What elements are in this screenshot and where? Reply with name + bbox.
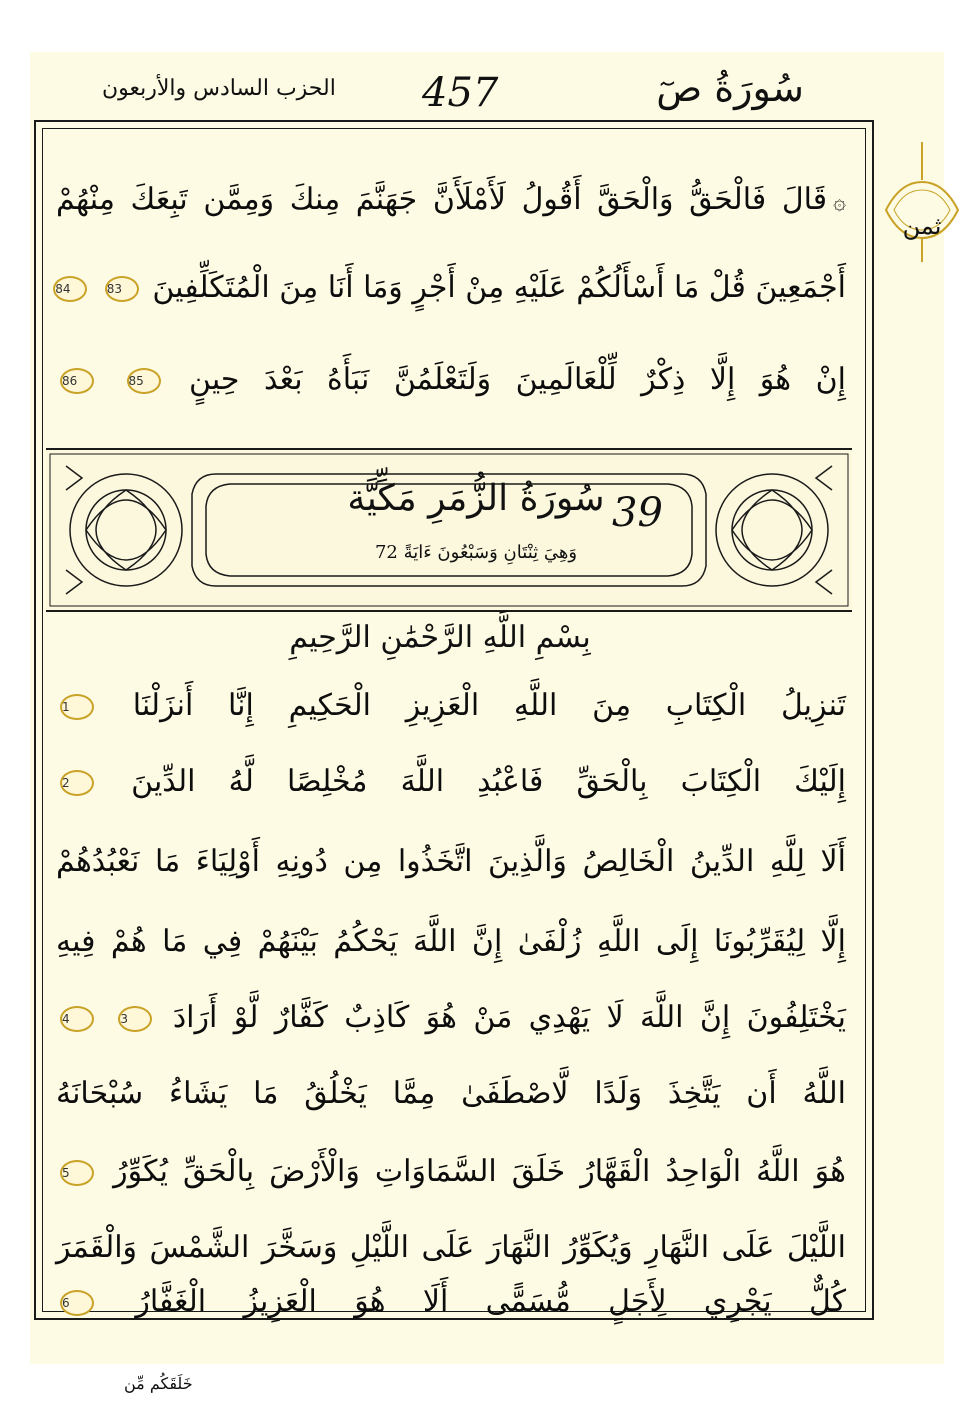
ayah-number-marker: 1 <box>60 694 94 720</box>
surah-subtitle: وَهِيَ ثِنْتَانِ وَسَبْعُونَ ءَايَةً 72 <box>374 542 578 563</box>
ayah-number-marker: 4 <box>60 1006 94 1032</box>
text-line-body-7: هُوَ اللَّهُ الْوَاحِدُ الْقَهَّارُ خَلَقَ السَّمَاوَاتِ وَالْأَرْضَ بِالْحَقِّ يُكَوِّرُ 5 <box>62 1154 846 1189</box>
text-line-top-2: أَجْمَعِينَ قُلْ مَا أَسْأَلُكُمْ عَلَيْهِ مِنْ أَجْرٍ وَمَا أَنَا مِنَ الْمُتَكَلِّفِينَ 83 84 <box>55 270 846 305</box>
ayah-number-marker: 3 <box>118 1006 152 1032</box>
ayah-number-marker: 85 <box>127 368 161 394</box>
ayah-number-marker: 86 <box>60 368 94 394</box>
banner-ornament-icon <box>46 450 852 610</box>
text-line-top-3: إِنْ هُوَ إِلَّا ذِكْرٌ لِّلْعَالَمِينَ وَلَتَعْلَمُنَّ نَبَأَهُ بَعْدَ حِينٍ 85 86 <box>62 362 846 397</box>
ayah-number-marker: 2 <box>60 770 94 796</box>
text-line-body-3: أَلَا لِلَّهِ الدِّينُ الْخَالِصُ وَالَّذِينَ اتَّخَذُوا مِن دُونِهِ أَوْلِيَاءَ مَا نَعْبُدُهُمْ <box>56 844 846 879</box>
surah-number: 39 <box>612 490 663 536</box>
text-line-body-4: إِلَّا لِيُقَرِّبُونَا إِلَى اللَّهِ زُلْفَىٰ إِنَّ اللَّهَ يَحْكُمُ بَيْنَهُمْ فِي مَا هُمْ فِيهِ <box>56 924 846 959</box>
text-line-top-1: ۞قَالَ فَالْحَقُّ وَالْحَقَّ أَقُولُ لَأَمْلَأَنَّ جَهَنَّمَ مِنكَ وَمِمَّن تَبِعَكَ مِنْهُمْ <box>56 182 846 217</box>
basmala: بِسْمِ اللَّهِ الرَّحْمَٰنِ الرَّحِيمِ <box>289 620 591 655</box>
text-line-body-6: اللَّهُ أَن يَتَّخِذَ وَلَدًا لَّاصْطَفَىٰ مِمَّا يَخْلُقُ مَا يَشَاءُ سُبْحَانَهُ <box>56 1076 846 1111</box>
catchword: خَلَقَكُم مِّن <box>124 1374 193 1393</box>
thumn-marker <box>880 192 964 272</box>
hizb-label: الحزب السادس والأربعون <box>102 76 336 101</box>
ayah-number-marker: 6 <box>60 1290 94 1316</box>
page-number: 457 <box>422 70 499 116</box>
ayah-number-marker: 83 <box>105 276 139 302</box>
text-line-body-1: تَنزِيلُ الْكِتَابِ مِنَ اللَّهِ الْعَزِيزِ الْحَكِيمِ إِنَّا أَنزَلْنَا 1 <box>62 688 846 723</box>
text-line-body-5: يَخْتَلِفُونَ إِنَّ اللَّهَ لَا يَهْدِي مَنْ هُوَ كَاذِبٌ كَفَّارٌ لَّوْ أَرَادَ 3 4 <box>62 1000 846 1035</box>
ayah-number-marker: 84 <box>53 276 87 302</box>
thumn-label: ثمن <box>902 212 942 240</box>
surah-name-header: سُورَةُ صٓ <box>656 66 804 110</box>
text-line-body-8: اللَّيْلَ عَلَى النَّهَارِ وَيُكَوِّرُ النَّهَارَ عَلَى اللَّيْلِ وَسَخَّرَ الشَّمْسَ وَالْقَمَرَ <box>56 1230 846 1265</box>
surah-title: سُورَةُ الزُّمَرِ مَكِّيَّة <box>347 478 605 519</box>
ornament-icon <box>880 142 964 262</box>
text-line-body-9: كُلٌّ يَجْرِي لِأَجَلٍ مُّسَمًّى أَلَا هُوَ الْعَزِيزُ الْغَفَّارُ 6 <box>62 1284 846 1319</box>
text-frame <box>34 120 874 1320</box>
ayah-number-marker: 5 <box>60 1160 94 1186</box>
text-line-body-2: إِلَيْكَ الْكِتَابَ بِالْحَقِّ فَاعْبُدِ اللَّهَ مُخْلِصًا لَّهُ الدِّينَ 2 <box>62 764 846 799</box>
star-marker-icon: ۞ <box>833 190 846 215</box>
surah-banner <box>46 448 852 612</box>
page-header <box>30 52 944 118</box>
mushaf-page <box>30 52 944 1393</box>
